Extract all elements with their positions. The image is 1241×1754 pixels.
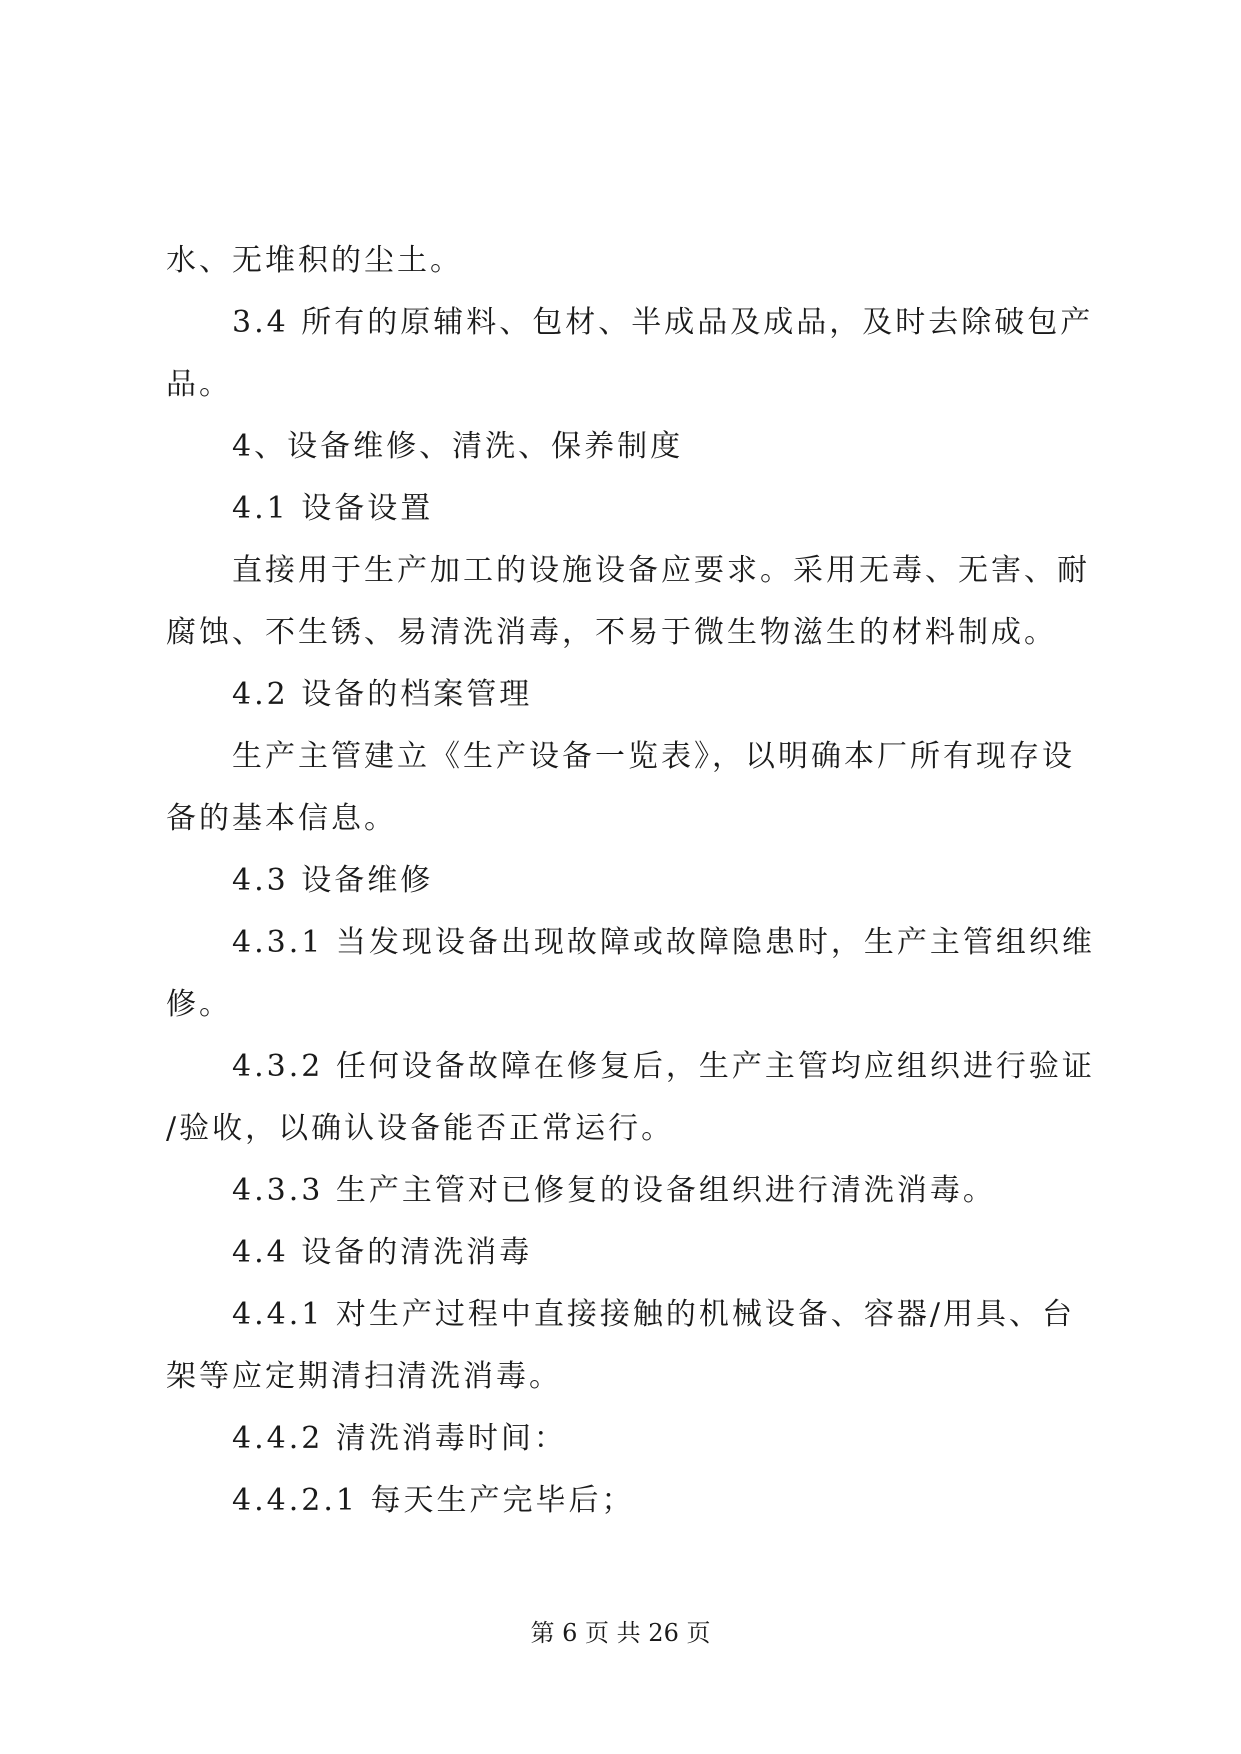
document-body [166, 230, 1095, 1532]
text-line: 4.4.2 清洗消毒时间： [232, 1421, 567, 1456]
text-line: 4.3.2 任何设备故障在修复后，生产主管均应组织进行验证 [232, 1049, 1095, 1084]
text-line: 修。 [166, 987, 232, 1022]
subsection-heading: 4.1 设备设置 [232, 491, 434, 526]
text-line: 品。 [166, 367, 232, 402]
text-line: 备的基本信息。 [166, 801, 397, 836]
subsection-heading: 4.3 设备维修 [232, 863, 434, 898]
text-line: 直接用于生产加工的设施设备应要求。采用无毒、无害、耐 [232, 553, 1090, 588]
text-line: 架等应定期清扫清洗消毒。 [166, 1359, 562, 1394]
text-line: 4.3.3 生产主管对已修复的设备组织进行清洗消毒。 [232, 1173, 996, 1208]
text-line: 3.4 所有的原辅料、包材、半成品及成品，及时去除破包产 [232, 305, 1094, 340]
text-line: 4.4.1 对生产过程中直接接触的机械设备、容器/用具、台 [232, 1297, 1075, 1332]
subsection-heading: 4.2 设备的档案管理 [232, 677, 533, 712]
text-line: 水、无堆积的尘土。 [166, 243, 463, 278]
text-line: 生产主管建立《生产设备一览表》，以明确本厂所有现存设 [232, 739, 1075, 774]
section-heading: 4、设备维修、清洗、保养制度 [232, 429, 684, 464]
page-number-footer: 第 6 页 共 26 页 [530, 1619, 711, 1647]
text-line: 4.3.1 当发现设备出现故障或故障隐患时，生产主管组织维 [232, 925, 1095, 960]
text-line: 4.4.2.1 每天生产完毕后； [232, 1483, 635, 1518]
subsection-heading: 4.4 设备的清洗消毒 [232, 1235, 533, 1270]
text-line: /验收，以确认设备能否正常运行。 [166, 1111, 675, 1146]
text-line: 腐蚀、不生锈、易清洗消毒，不易于微生物滋生的材料制成。 [166, 615, 1057, 650]
